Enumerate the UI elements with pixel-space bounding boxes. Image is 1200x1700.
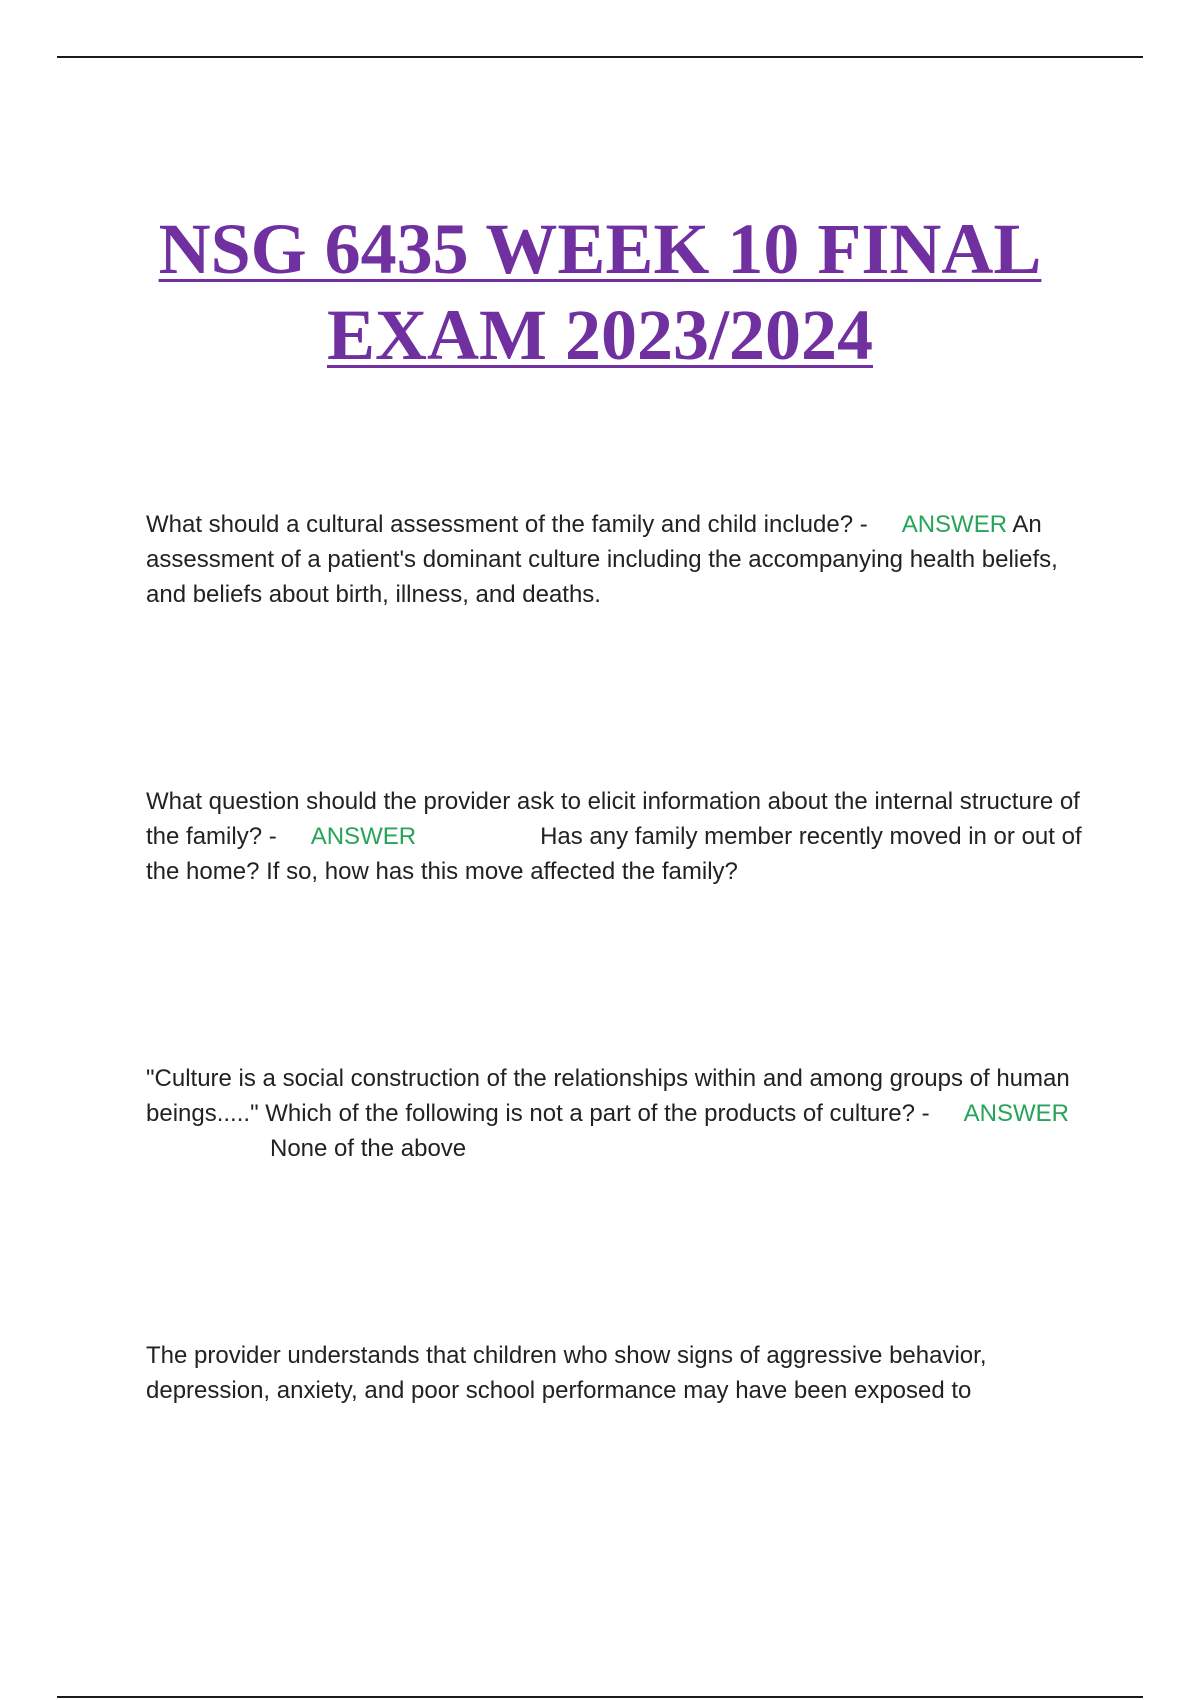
qa-item bbox=[146, 507, 1096, 612]
qa-item bbox=[146, 784, 1096, 889]
question-text: What should a cultural assessment of the family and child include? - bbox=[146, 511, 868, 538]
question-text: The provider understands that children who show signs of aggressive behavior, depression, anxiety, and poor school performance may have been exposed to bbox=[146, 1342, 987, 1404]
answer-text: An assessment of a patient's dominant culture including the accompanying health beliefs, and beliefs about birth, illness, and deaths. bbox=[146, 511, 1058, 608]
answer-text: None of the above bbox=[270, 1135, 467, 1162]
bottom-rule bbox=[57, 1696, 1143, 1698]
question-text: "Culture is a social construction of the relationships within and among groups of human beings....." Which of the following is not a part of the products of culture? - bbox=[146, 1065, 1070, 1127]
answer-label: ANSWER bbox=[963, 1100, 1069, 1127]
title-line-1: NSG 6435 WEEK 10 FINAL bbox=[158, 209, 1042, 289]
top-rule bbox=[57, 56, 1143, 58]
question-text: What question should the provider ask to elicit information about the internal structure of the family? - bbox=[146, 788, 1080, 850]
qa-item bbox=[146, 1338, 1096, 1408]
answer-text: Has any family member recently moved in or out of the home? If so, how has this move affected the family? bbox=[146, 823, 1082, 885]
document-title bbox=[0, 206, 1200, 378]
answer-label: ANSWER bbox=[901, 511, 1008, 538]
title-line-2: EXAM 2023/2024 bbox=[327, 295, 873, 375]
qa-item bbox=[146, 1061, 1096, 1166]
answer-label: ANSWER bbox=[310, 823, 417, 850]
